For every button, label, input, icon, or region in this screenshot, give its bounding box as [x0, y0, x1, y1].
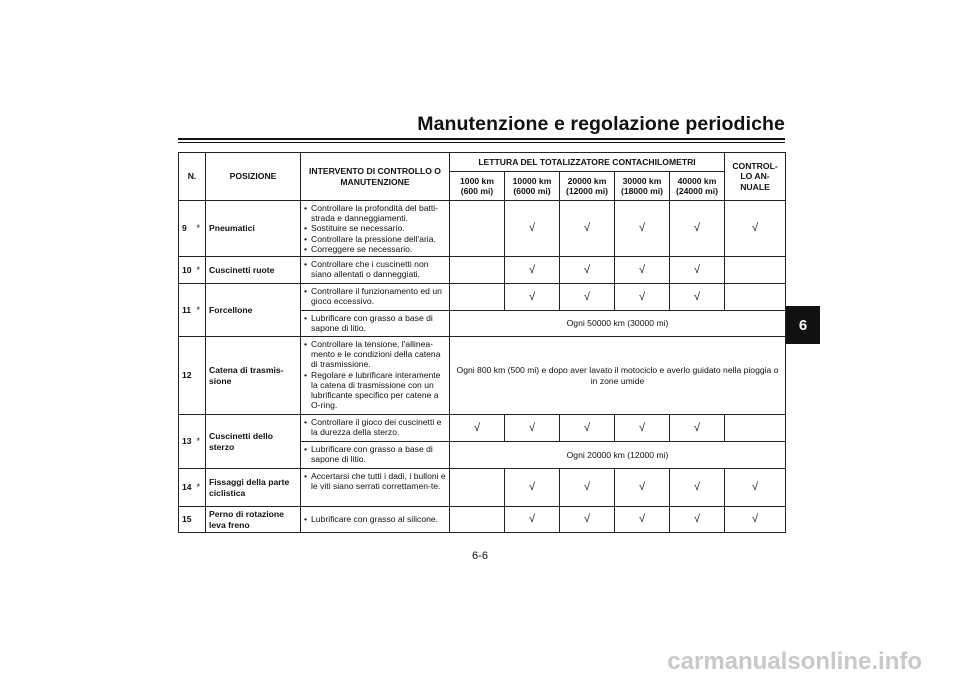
- check-cell: √: [670, 284, 725, 311]
- row-number: 15: [179, 507, 196, 533]
- action-bullet: • Controllare la tensione, l'allinea-mento e le condizioni della catena di trasmissione.: [304, 339, 447, 370]
- action-bullet: • Regolare e lubrificare interamente la catena di trasmissione con un lubrificante specifico per catene a O-ring.: [304, 370, 447, 411]
- watermark: carmanualsonline.info: [667, 648, 922, 675]
- chapter-tab[interactable]: 6: [786, 306, 820, 344]
- check-cell: √: [560, 469, 615, 507]
- row-item: Forcellone: [206, 284, 301, 337]
- action-bullet: • Controllare il funzionamento ed un gioco eccessivo.: [304, 286, 447, 306]
- header-interval-4: [615, 172, 670, 201]
- interval-km: 10000 km: [512, 175, 552, 186]
- check-cell: √: [615, 284, 670, 311]
- page-number: 6-6: [472, 550, 488, 562]
- interval-mi: (600 mi): [460, 186, 494, 196]
- action-bullet: • Accertarsi che tutti i dadi, i bulloni e le viti siano serrati correttamen-te.: [304, 471, 447, 491]
- row-number: 9: [179, 201, 196, 257]
- check-cell: √: [615, 415, 670, 442]
- action-bullet: • Lubrificare con grasso a base di sapone di litio.: [304, 444, 447, 464]
- check-cell: √: [725, 469, 786, 507]
- table-row: [179, 337, 786, 415]
- interval-km: 30000 km: [622, 175, 662, 186]
- action-bullet: • Controllare la pressione dell'aria.: [304, 234, 447, 244]
- page-title: Manutenzione e regolazione periodiche: [417, 113, 785, 135]
- maintenance-table: [178, 152, 786, 533]
- check-cell: √: [725, 507, 786, 533]
- row-number: 13: [179, 415, 196, 469]
- row-item: Cuscinetti ruote: [206, 257, 301, 284]
- header-interval-2: [505, 172, 560, 201]
- interval-mi: (6000 mi): [513, 186, 551, 196]
- table-row: [179, 257, 786, 284]
- star-marker: [196, 507, 206, 533]
- check-cell: [725, 415, 786, 442]
- header-annual: CONTROL-LO AN-NUALE: [725, 153, 786, 201]
- row-item: Perno di rotazione leva freno: [206, 507, 301, 533]
- interval-km: 40000 km: [677, 175, 717, 186]
- check-cell: [450, 469, 505, 507]
- interval-mi: (18000 mi): [620, 186, 664, 196]
- row-action: [301, 469, 450, 507]
- row-action: [301, 337, 450, 415]
- check-cell: √: [670, 469, 725, 507]
- check-cell: √: [560, 415, 615, 442]
- row-item: Cuscinetti dello sterzo: [206, 415, 301, 469]
- check-cell: [450, 284, 505, 311]
- star-marker: [196, 337, 206, 415]
- table-row: [179, 507, 786, 533]
- header-interval-3: [560, 172, 615, 201]
- check-cell: √: [505, 469, 560, 507]
- header-odometer: LETTURA DEL TOTALIZZATORE CONTACHILOMETRI: [450, 153, 725, 172]
- action-bullet: • Lubrificare con grasso a base di sapone di litio.: [304, 313, 447, 333]
- row-item: Pneumatici: [206, 201, 301, 257]
- row-item: Catena di trasmis-sione: [206, 337, 301, 415]
- check-cell: √: [560, 201, 615, 257]
- interval-mi: (12000 mi): [565, 186, 609, 196]
- action-bullet: • Lubrificare con grasso al silicone.: [304, 514, 447, 524]
- check-cell: √: [615, 469, 670, 507]
- check-cell: √: [505, 201, 560, 257]
- header-interval-5: [670, 172, 725, 201]
- action-bullet: • Sostituire se necessario.: [304, 223, 447, 233]
- check-cell: [450, 257, 505, 284]
- action-bullet: • Controllare il gioco dei cuscinetti e la durezza della sterzo.: [304, 417, 447, 437]
- star-marker: *: [196, 469, 206, 507]
- action-bullet: • Controllare che i cuscinetti non siano allentati o danneggiati.: [304, 259, 447, 279]
- check-cell: [725, 284, 786, 311]
- row-number: 14: [179, 469, 196, 507]
- check-cell: √: [670, 257, 725, 284]
- table-row: [179, 201, 786, 257]
- row-action: [301, 442, 450, 469]
- check-cell: √: [615, 507, 670, 533]
- check-cell: √: [560, 257, 615, 284]
- star-marker: *: [196, 284, 206, 337]
- table-row: [179, 284, 786, 311]
- row-number: 12: [179, 337, 196, 415]
- title-rule: [178, 138, 785, 140]
- check-cell: √: [560, 507, 615, 533]
- check-cell: [725, 257, 786, 284]
- check-cell: √: [505, 257, 560, 284]
- star-marker: *: [196, 415, 206, 469]
- row-action: [301, 201, 450, 257]
- header-position: POSIZIONE: [206, 153, 301, 201]
- row-action: [301, 311, 450, 337]
- action-bullet: • Controllare la profondità del batti-strada e danneggiamenti.: [304, 203, 447, 223]
- check-cell: √: [615, 257, 670, 284]
- check-cell: [450, 507, 505, 533]
- row-item: Fissaggi della parte ciclistica: [206, 469, 301, 507]
- interval-note: Ogni 20000 km (12000 mi): [450, 442, 786, 469]
- star-marker: *: [196, 257, 206, 284]
- interval-km: 20000 km: [567, 175, 607, 186]
- star-marker: *: [196, 201, 206, 257]
- check-cell: √: [615, 201, 670, 257]
- row-action: [301, 415, 450, 442]
- check-cell: √: [670, 507, 725, 533]
- action-bullet: • Correggere se necessario.: [304, 244, 447, 254]
- check-cell: √: [670, 415, 725, 442]
- header-num: N.: [179, 153, 206, 201]
- row-action: [301, 284, 450, 311]
- header-interval-1: [450, 172, 505, 201]
- title-rule-thin: [178, 142, 785, 143]
- row-action: [301, 507, 450, 533]
- interval-mi: (24000 mi): [675, 186, 719, 196]
- row-action: [301, 257, 450, 284]
- check-cell: √: [505, 284, 560, 311]
- table-row: [179, 469, 786, 507]
- check-cell: √: [560, 284, 615, 311]
- check-cell: [450, 201, 505, 257]
- interval-note: Ogni 800 km (500 mi) e dopo aver lavato il motociclo e averlo guidato nella pioggia o in zone umide: [450, 337, 786, 415]
- check-cell: √: [450, 415, 505, 442]
- interval-note: Ogni 50000 km (30000 mi): [450, 311, 786, 337]
- header-intervention: INTERVENTO DI CONTROLLO O MANUTENZIONE: [301, 153, 450, 201]
- row-number: 11: [179, 284, 196, 337]
- interval-km: 1000 km: [460, 175, 494, 186]
- check-cell: √: [505, 415, 560, 442]
- check-cell: √: [505, 507, 560, 533]
- check-cell: √: [725, 201, 786, 257]
- row-number: 10: [179, 257, 196, 284]
- table-row: [179, 415, 786, 442]
- check-cell: √: [670, 201, 725, 257]
